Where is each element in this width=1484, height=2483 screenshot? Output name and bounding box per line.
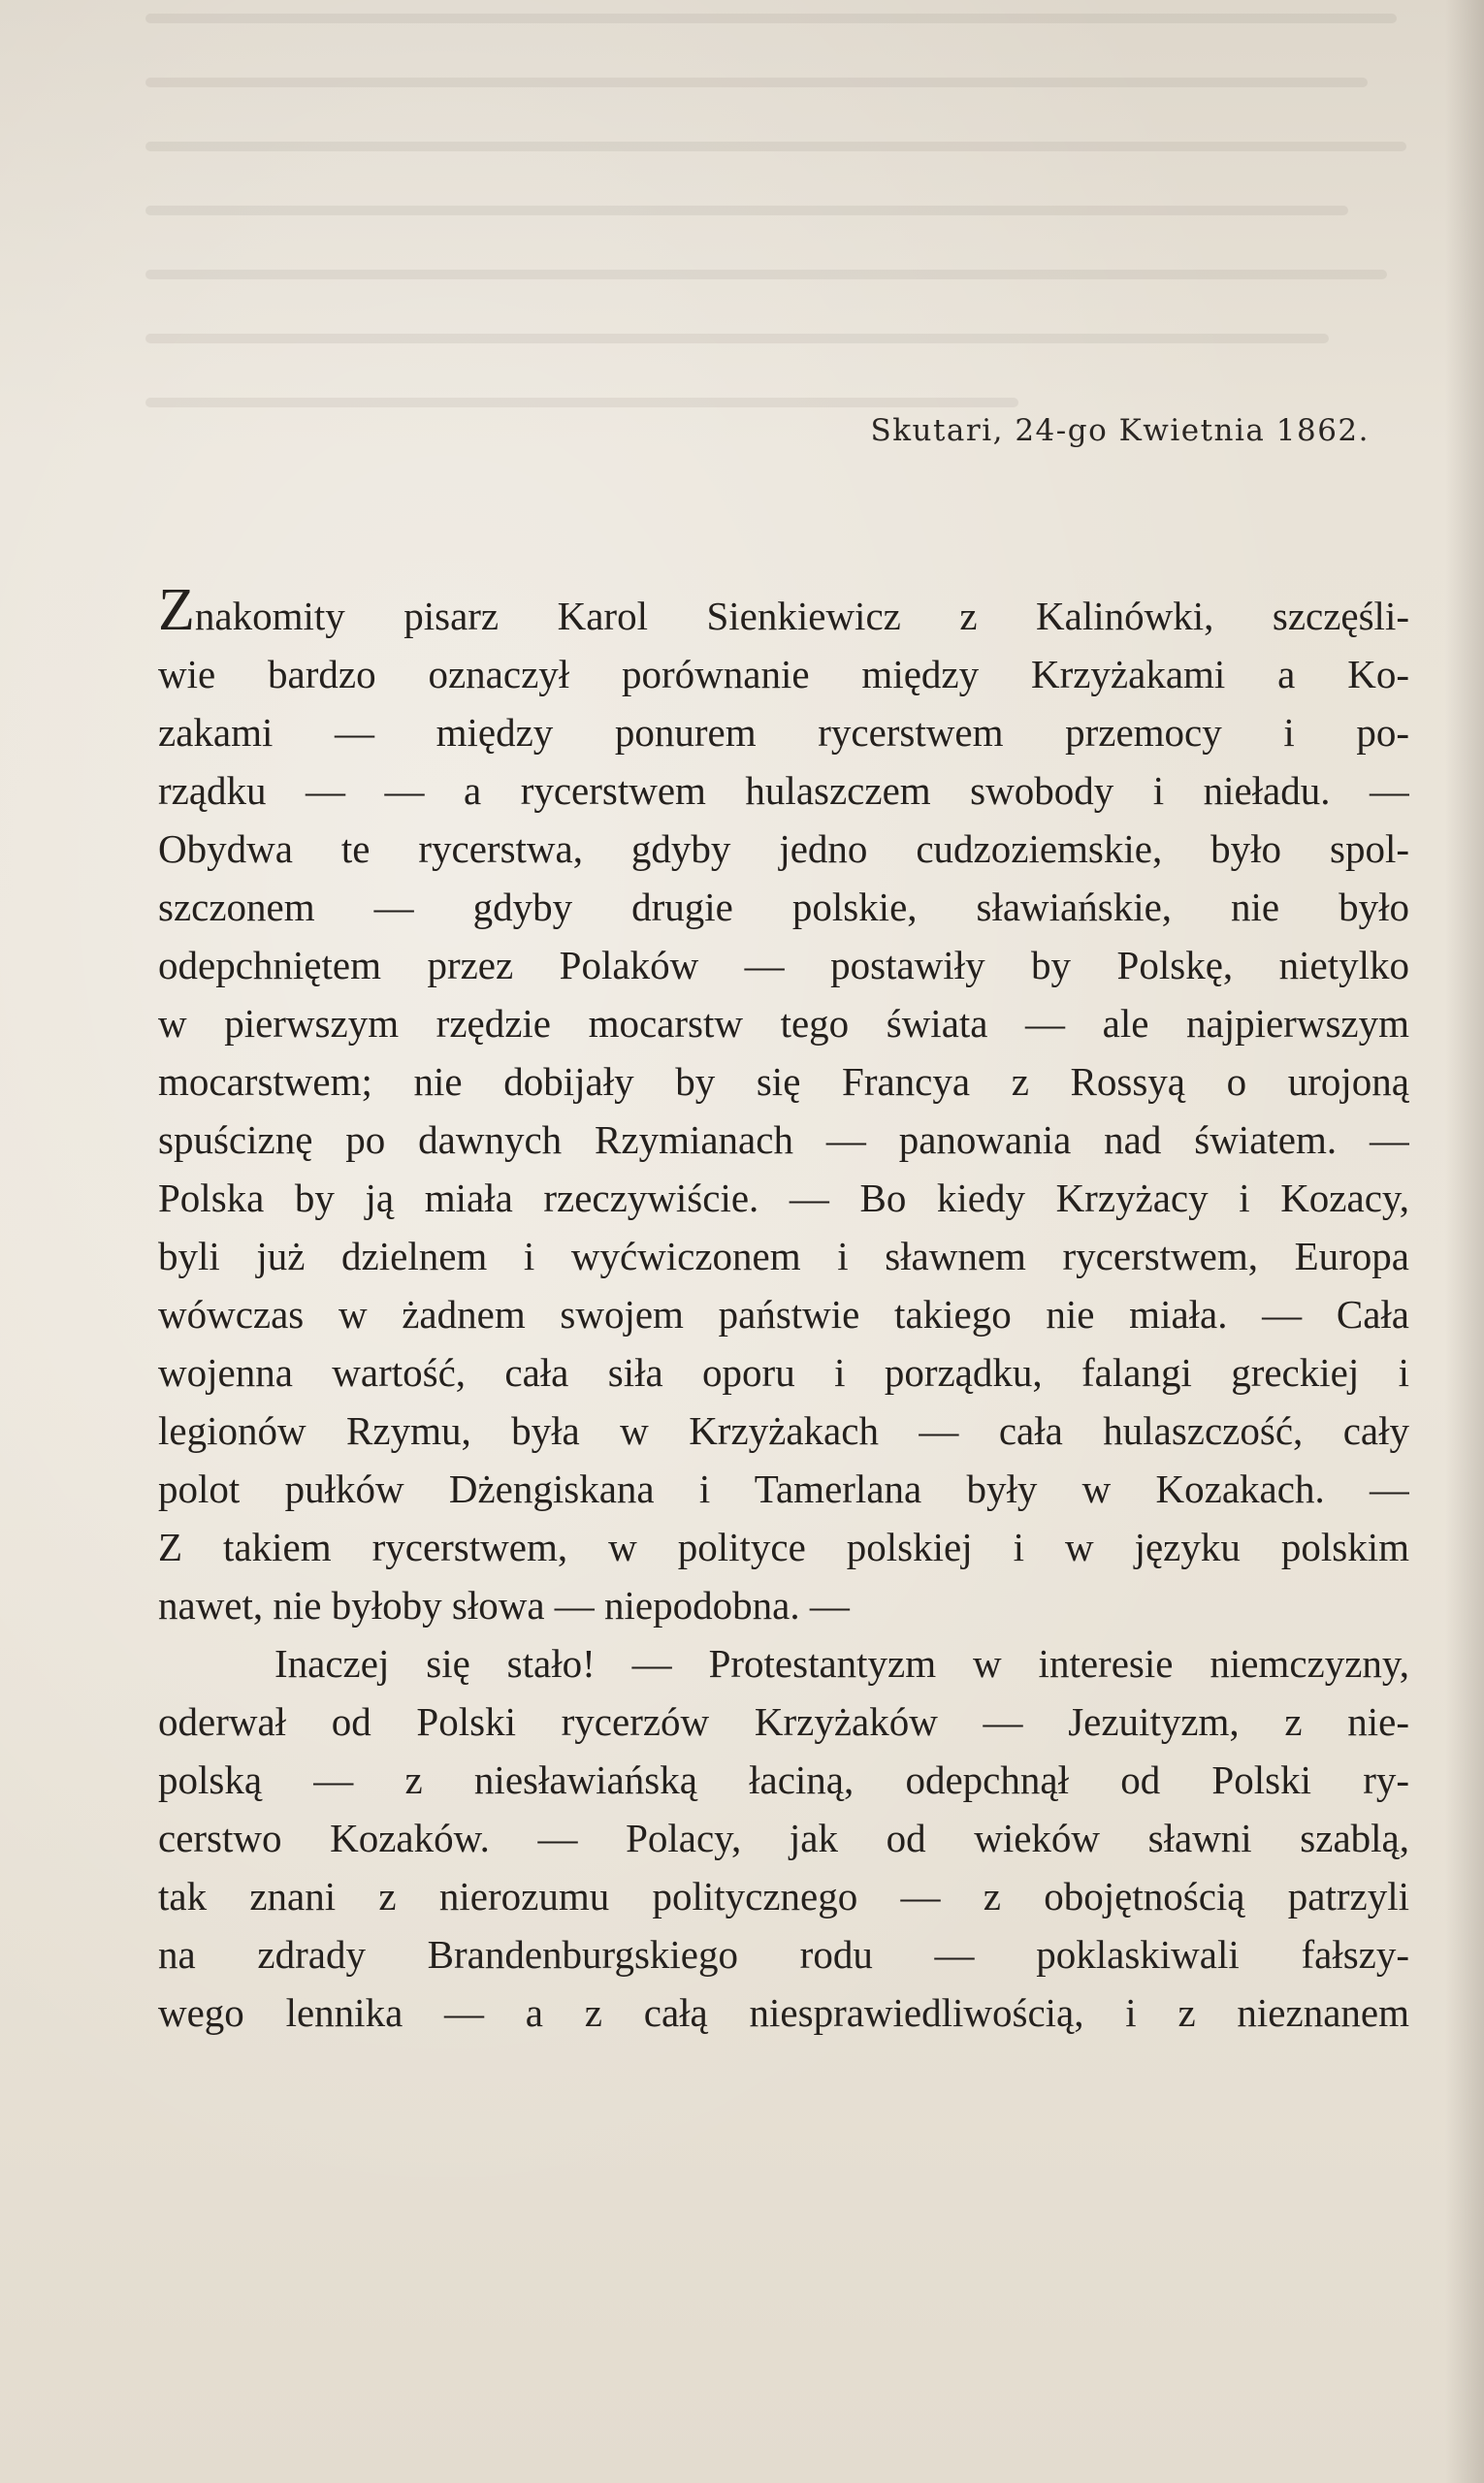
text-line: szczonem — gdyby drugie polskie, sławiańskie, nie było [158,885,1409,929]
text-line: legionów Rzymu, była w Krzyżakach — cała hulaszczość, cały [158,1408,1409,1453]
text-line: oderwał od Polski rycerzów Krzyżaków — Jezuityzm, z nie- [158,1699,1409,1744]
text-line: byli już dzielnem i wyćwiczonem i sławnem rycerstwem, Europa [158,1234,1409,1278]
text-line: polot pułków Dżengiskana i Tamerlana były w Kozakach. — [158,1467,1409,1511]
body-text [158,587,1409,2042]
text-line-indented [158,1634,1409,1693]
first-line-text: Inaczej się stało! — Protestantyzm w interesie niemczyzny, [274,1641,1409,1686]
paragraph-2 [158,1634,1409,2042]
dateline: Skutari, 24-go Kwietnia 1862. [870,413,1370,448]
paragraph-1 [158,587,1409,1634]
text-line [158,587,1409,645]
text-line: cerstwo Kozaków. — Polacy, jak od wieków sławni szablą, [158,1816,1409,1860]
text-line: mocarstwem; nie dobijały by się Francya z Rossyą o urojoną [158,1059,1409,1104]
text-line: w pierwszym rzędzie mocarstw tego świata — ale najpierwszym [158,1001,1409,1046]
reverse-side-bleed-through [145,0,1436,446]
text-line: nawet, nie byłoby słowa — niepodobna. — [158,1583,850,1628]
text-line: wówczas w żadnem swojem państwie takiego nie miała. — Cała [158,1292,1409,1337]
first-line-text: nakomity pisarz Karol Sienkiewicz z Kalinówki, szczęśli- [194,594,1409,638]
text-line: wie bardzo oznaczył porównanie między Krzyżakami a Ko- [158,652,1409,696]
text-line: zakami — między ponurem rycerstwem przemocy i po- [158,710,1409,755]
text-line: Polska by ją miała rzeczywiście. — Bo kiedy Krzyżacy i Kozacy, [158,1176,1409,1220]
text-line: rządku — — a rycerstwem hulaszczem swobody i nieładu. — [158,768,1409,813]
text-line: Z takiem rycerstwem, w polityce polskiej i w języku polskim [158,1525,1409,1569]
text-line: spuściznę po dawnych Rzymianach — panowania nad światem. — [158,1117,1409,1162]
text-line: wojenna wartość, cała siła oporu i porządku, falangi greckiej i [158,1350,1409,1395]
text-line: wego lennika — a z całą niesprawiedliwością, i z nieznanem [158,1990,1409,2035]
text-line: na zdrady Brandenburgskiego rodu — poklaskiwali fałszy- [158,1932,1409,1977]
text-line: odepchniętem przez Polaków — postawiły by Polskę, nietylko [158,943,1409,987]
text-line: tak znani z nierozumu politycznego — z obojętnością patrzyli [158,1874,1409,1919]
drop-cap: Z [158,587,195,643]
text-line: Obydwa te rycerstwa, gdyby jedno cudzoziemskie, było spol- [158,826,1409,871]
text-line: polską — z niesławiańską łaciną, odepchnął od Polski ry- [158,1757,1409,1802]
page-edge-shadow [1445,0,1484,2483]
